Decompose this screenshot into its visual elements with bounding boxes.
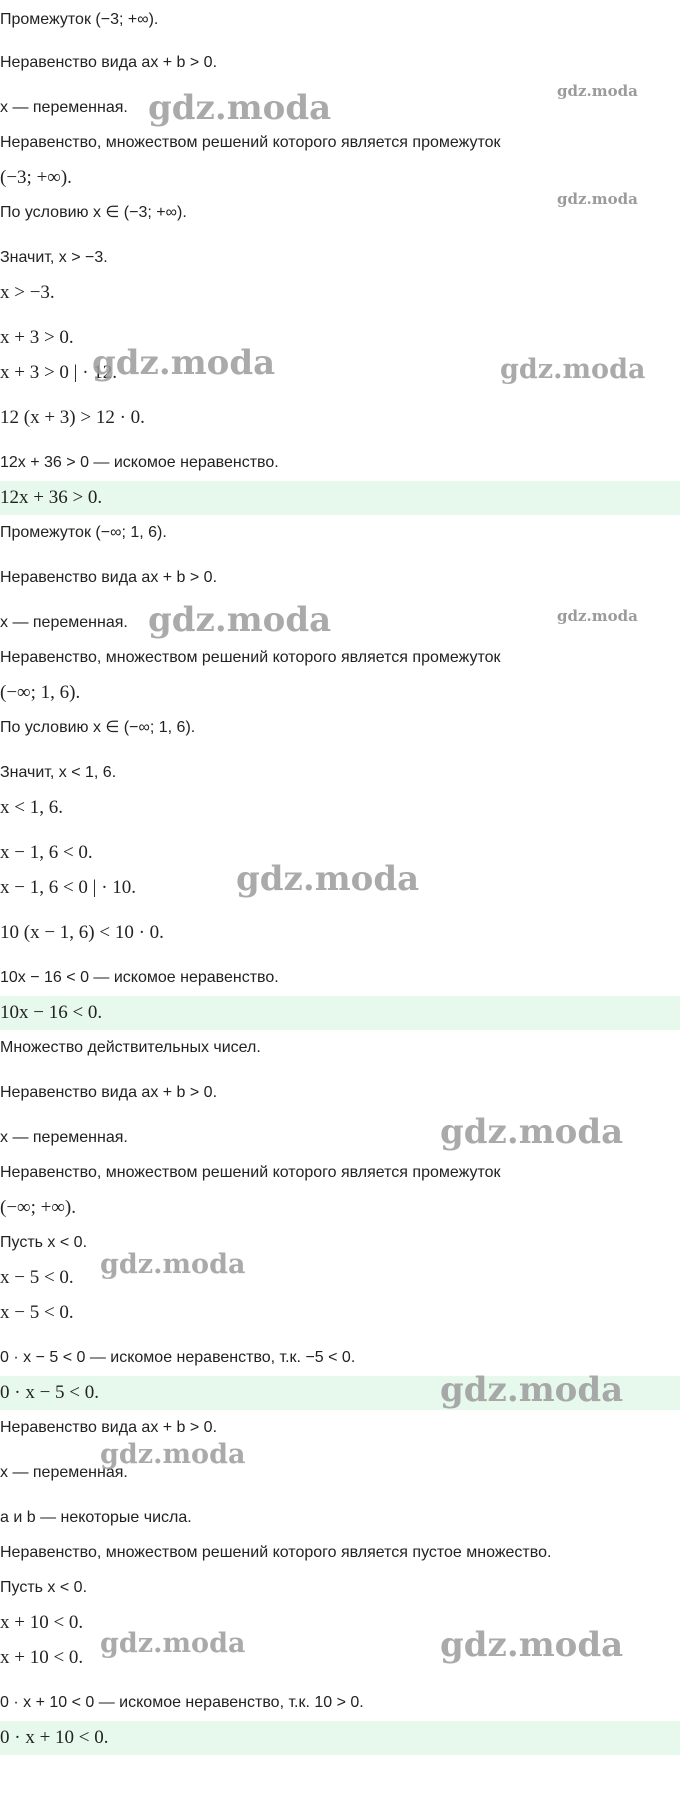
watermark-logo: gdz.moda [100, 1628, 246, 1659]
solution-line: x — переменная. [0, 614, 128, 631]
solution-line: Неравенство вида ax + b > 0. [0, 54, 218, 71]
watermark-logo: gdz.moda [440, 1370, 624, 1410]
solution-line: Промежуток (−∞; 1, 6). [0, 524, 167, 541]
solution-line: (−∞; 1, 6). [0, 682, 81, 703]
solution-line: Неравенство, множеством решений которого является пустое множество. [0, 1544, 552, 1561]
solution-line: Неравенство, множеством решений которого является промежуток [0, 134, 501, 151]
solution-line: x > −3. [0, 282, 55, 303]
solution-line: Неравенство, множеством решений которого является промежуток [0, 649, 501, 666]
watermark-logo: gdz.moda [100, 1249, 246, 1280]
watermark-logo: gdz.moda [92, 343, 276, 383]
solution-line: x − 1, 6 < 0. [0, 842, 93, 863]
watermark-logo: gdz.moda [440, 1625, 624, 1665]
solution-line: (−∞; +∞). [0, 1197, 76, 1218]
solution-line: x − 1, 6 < 0 | · 10. [0, 877, 137, 898]
solution-line: Значит, x < 1, 6. [0, 764, 117, 781]
solution-line: По условию x ∈ (−3; +∞). [0, 204, 187, 221]
answer-line: 12x + 36 > 0. [0, 481, 680, 515]
solution-line: x + 3 > 0. [0, 327, 74, 348]
solution-line: 12 (x + 3) > 12 · 0. [0, 407, 145, 428]
answer-line: 0 · x − 5 < 0. [0, 1376, 680, 1410]
solution-line: Пусть x < 0. [0, 1234, 88, 1251]
solution-line: 10 (x − 1, 6) < 10 · 0. [0, 922, 164, 943]
watermark-logo: gdz.moda [500, 354, 646, 385]
solution-line: Неравенство вида ax + b > 0. [0, 1084, 218, 1101]
watermark-logo: gdz.moda [100, 1439, 246, 1470]
solution-line: (−3; +∞). [0, 167, 72, 188]
solution-line: Пусть x < 0. [0, 1579, 88, 1596]
watermark-logo: gdz.moda [148, 600, 332, 640]
watermark-logo: gdz.moda [148, 88, 332, 128]
solution-line: Неравенство вида ax + b > 0. [0, 1419, 218, 1436]
solution-line: 0 · x + 10 < 0 — искомое неравенство, т.к. 10 > 0. [0, 1694, 364, 1711]
solution-line: Неравенство, множеством решений которого является промежуток [0, 1164, 501, 1181]
solution-line: x + 10 < 0. [0, 1647, 84, 1668]
solution-line: x < 1, 6. [0, 797, 63, 818]
answer-line: 10x − 16 < 0. [0, 996, 680, 1030]
watermark-logo: gdz.moda [557, 607, 638, 625]
watermark-logo: gdz.moda [557, 190, 638, 208]
solution-line: x — переменная. [0, 1129, 128, 1146]
solution-line: x — переменная. [0, 99, 128, 116]
answer-line: 0 · x + 10 < 0. [0, 1721, 680, 1755]
solution-line: 10x − 16 < 0 — искомое неравенство. [0, 969, 279, 986]
watermark-logo: gdz.moda [236, 859, 420, 899]
solution-line: 0 · x − 5 < 0 — искомое неравенство, т.к. −5 < 0. [0, 1349, 356, 1366]
watermark-logo: gdz.moda [440, 1112, 624, 1152]
solution-line: Неравенство вида ax + b > 0. [0, 569, 218, 586]
solution-line: x — переменная. [0, 1464, 128, 1481]
solution-line: По условию x ∈ (−∞; 1, 6). [0, 719, 196, 736]
solution-line: x + 3 > 0 | · 12. [0, 362, 118, 383]
solution-line: Значит, x > −3. [0, 249, 108, 266]
solution-line: x + 10 < 0. [0, 1612, 84, 1633]
solution-line: 12x + 36 > 0 — искомое неравенство. [0, 454, 279, 471]
solution-line: x − 5 < 0. [0, 1302, 74, 1323]
watermark-logo: gdz.moda [557, 82, 638, 100]
solution-line: Множество действительных чисел. [0, 1039, 261, 1056]
solution-line: Промежуток (−3; +∞). [0, 11, 159, 28]
solution-line: a и b — некоторые числа. [0, 1509, 192, 1526]
solution-line: x − 5 < 0. [0, 1267, 74, 1288]
